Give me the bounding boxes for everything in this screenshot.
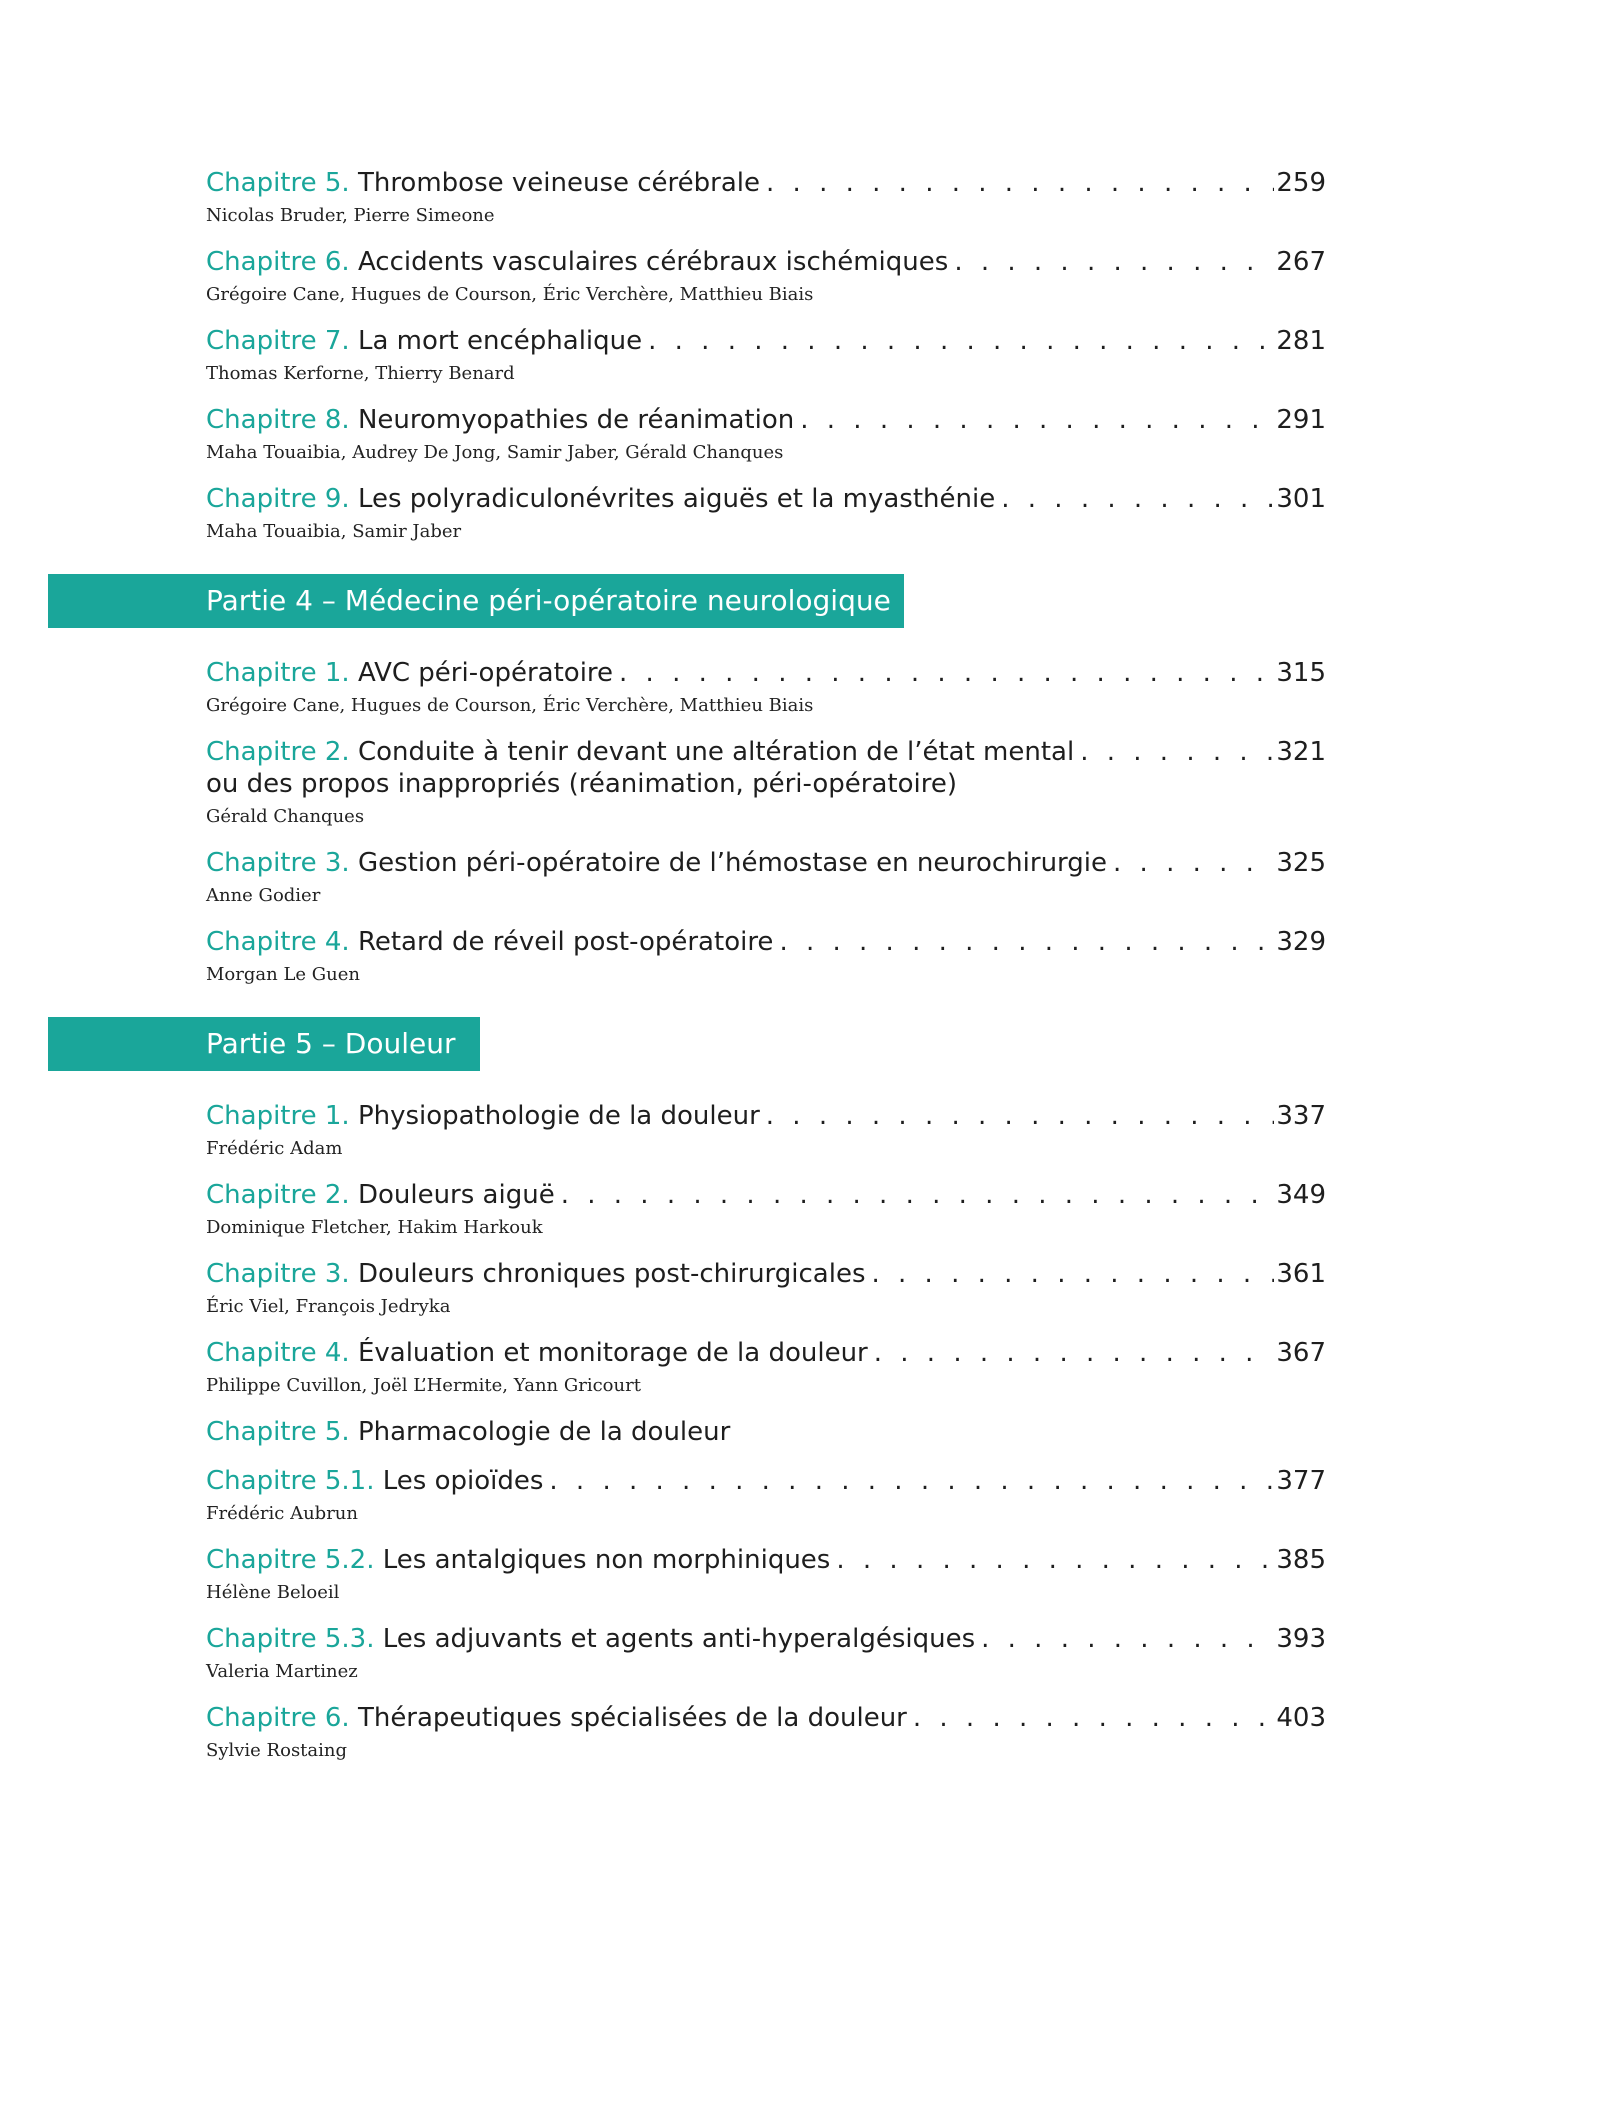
toc-entry-title-row [206, 656, 1326, 690]
chapter-title: Accidents vasculaires cérébraux ischémiques [357, 247, 949, 277]
page-number: 259 [1276, 168, 1326, 198]
chapter-title: Douleurs chroniques post-chirurgicales [357, 1259, 866, 1289]
chapter-title: Pharmacologie de la douleur [357, 1417, 731, 1447]
toc-entry[interactable] [206, 1099, 1326, 1163]
chapter-authors: Dominique Fletcher, Hakim Harkouk [206, 1217, 543, 1238]
chapter-authors: Gérald Chanques [206, 806, 365, 827]
chapter-number: Chapitre 5. [206, 1417, 350, 1447]
page-number: 291 [1276, 405, 1326, 435]
part-5-title: Partie 5 – Douleur [206, 1027, 456, 1060]
dot-leader [779, 925, 1274, 959]
chapter-authors: Nicolas Bruder, Pierre Simeone [206, 205, 495, 226]
part-4-title: Partie 4 – Médecine péri-opératoire neurologique [206, 584, 891, 617]
dot-leader [648, 324, 1274, 358]
toc-entry-title-row [206, 1415, 1326, 1449]
page-number: 301 [1276, 484, 1326, 514]
toc-entry[interactable] [206, 656, 1326, 720]
dot-leader [981, 1622, 1274, 1656]
part-4-header [48, 574, 904, 628]
chapter-number: Chapitre 2. [206, 1180, 350, 1210]
toc-entry[interactable] [206, 245, 1326, 309]
page-number: 267 [1276, 247, 1326, 277]
chapter-title: Les opioïdes [382, 1466, 544, 1496]
chapter-number: Chapitre 9. [206, 484, 350, 514]
dot-leader [836, 1543, 1274, 1577]
page-number: 393 [1276, 1624, 1326, 1654]
chapter-number: Chapitre 3. [206, 1259, 350, 1289]
toc-entry-title-row [206, 1701, 1326, 1735]
toc-entry-title-row [206, 403, 1326, 437]
page-number: 337 [1276, 1101, 1326, 1131]
chapter-number: Chapitre 4. [206, 1338, 350, 1368]
dot-leader [766, 1099, 1275, 1133]
dot-leader [561, 1178, 1275, 1212]
page-number: 403 [1276, 1703, 1326, 1733]
page-number: 385 [1276, 1545, 1326, 1575]
dot-leader [800, 403, 1274, 437]
chapter-title: Thrombose veineuse cérébrale [357, 168, 761, 198]
toc-entry[interactable] [206, 1178, 1326, 1242]
chapter-number: Chapitre 8. [206, 405, 350, 435]
chapter-authors: Éric Viel, François Jedryka [206, 1296, 451, 1317]
page-number: 377 [1276, 1466, 1326, 1496]
chapter-title: Les polyradiculonévrites aiguës et la myasthénie [357, 484, 996, 514]
page-number: 321 [1276, 737, 1326, 767]
chapter-title: Les antalgiques non morphiniques [382, 1545, 831, 1575]
dot-leader [1080, 735, 1274, 769]
chapter-number: Chapitre 5.3. [206, 1624, 375, 1654]
toc-entry[interactable] [206, 1464, 1326, 1528]
toc-entry-title-row [206, 925, 1326, 959]
toc-entry-title-row [206, 735, 1326, 769]
chapter-authors: Anne Godier [206, 885, 321, 906]
toc-entry[interactable] [206, 1257, 1326, 1321]
chapter-number: Chapitre 6. [206, 247, 350, 277]
dot-leader [619, 656, 1274, 690]
chapter-title: Douleurs aiguë [357, 1180, 555, 1210]
toc-entry-title-row [206, 1543, 1326, 1577]
toc-entry[interactable] [206, 735, 1326, 831]
dot-leader [954, 245, 1274, 279]
chapter-title: Conduite à tenir devant une altération de l’état mental [357, 737, 1075, 767]
page-number: 367 [1276, 1338, 1326, 1368]
toc-entry[interactable] [206, 1336, 1326, 1400]
toc-entry-title-row [206, 166, 1326, 200]
chapter-number: Chapitre 4. [206, 927, 350, 957]
chapter-number: Chapitre 7. [206, 326, 350, 356]
chapter-authors: Valeria Martinez [206, 1661, 358, 1682]
toc-entry[interactable] [206, 166, 1326, 230]
toc-entry-title-row [206, 1178, 1326, 1212]
chapter-title: Physiopathologie de la douleur [357, 1101, 760, 1131]
chapter-list-part3 [206, 166, 1326, 546]
chapter-authors: Maha Touaibia, Samir Jaber [206, 521, 462, 542]
chapter-number: Chapitre 1. [206, 1101, 350, 1131]
chapter-title-continuation: ou des propos inappropriés (réanimation, péri-opératoire) [206, 769, 957, 799]
page-number: 281 [1276, 326, 1326, 356]
toc-entry-title-row [206, 846, 1326, 880]
dot-leader [1001, 482, 1274, 516]
toc-entry[interactable] [206, 1415, 1326, 1449]
chapter-title: La mort encéphalique [357, 326, 643, 356]
chapter-authors: Thomas Kerforne, Thierry Benard [206, 363, 515, 384]
chapter-number: Chapitre 2. [206, 737, 350, 767]
chapter-authors: Hélène Beloeil [206, 1582, 340, 1603]
toc-entry-title-row [206, 324, 1326, 358]
chapter-title: Neuromyopathies de réanimation [357, 405, 795, 435]
chapter-title: Les adjuvants et agents anti-hyperalgésiques [382, 1624, 976, 1654]
part-5-header [48, 1017, 480, 1071]
chapter-number: Chapitre 5.2. [206, 1545, 375, 1575]
chapter-number: Chapitre 1. [206, 658, 350, 688]
toc-entry[interactable] [206, 846, 1326, 910]
chapter-authors: Sylvie Rostaing [206, 1740, 348, 1761]
toc-entry-title-row [206, 1257, 1326, 1291]
dot-leader [549, 1464, 1274, 1498]
chapter-list-part4 [206, 656, 1326, 989]
dot-leader [1113, 846, 1274, 880]
dot-leader [913, 1701, 1274, 1735]
toc-entry-title-row [206, 1099, 1326, 1133]
toc-entry[interactable] [206, 324, 1326, 388]
page-number: 315 [1276, 658, 1326, 688]
page-number: 325 [1276, 848, 1326, 878]
toc-entry[interactable] [206, 1701, 1326, 1765]
chapter-authors: Grégoire Cane, Hugues de Courson, Éric Verchère, Matthieu Biais [206, 284, 814, 305]
dot-leader [874, 1336, 1275, 1370]
dot-leader [766, 166, 1274, 200]
page-number: 361 [1276, 1259, 1326, 1289]
chapter-number: Chapitre 3. [206, 848, 350, 878]
chapter-title: Évaluation et monitorage de la douleur [357, 1338, 868, 1368]
chapter-title: AVC péri-opératoire [357, 658, 614, 688]
chapter-authors: Grégoire Cane, Hugues de Courson, Éric Verchère, Matthieu Biais [206, 695, 814, 716]
chapter-authors: Maha Touaibia, Audrey De Jong, Samir Jaber, Gérald Chanques [206, 442, 784, 463]
chapter-title: Thérapeutiques spécialisées de la douleur [357, 1703, 907, 1733]
chapter-number: Chapitre 5. [206, 168, 350, 198]
toc-entry[interactable] [206, 403, 1326, 467]
chapter-number: Chapitre 5.1. [206, 1466, 375, 1496]
page-number: 349 [1276, 1180, 1326, 1210]
page-number: 329 [1276, 927, 1326, 957]
toc-entry[interactable] [206, 925, 1326, 989]
dot-leader [872, 1257, 1275, 1291]
chapter-list-part5 [206, 1099, 1326, 1765]
chapter-title: Retard de réveil post-opératoire [357, 927, 774, 957]
toc-entry[interactable] [206, 482, 1326, 546]
chapter-authors: Philippe Cuvillon, Joël L’Hermite, Yann Gricourt [206, 1375, 641, 1396]
chapter-number: Chapitre 6. [206, 1703, 350, 1733]
toc-entry[interactable] [206, 1543, 1326, 1607]
table-of-contents [206, 166, 1326, 1780]
chapter-authors: Frédéric Adam [206, 1138, 343, 1159]
toc-entry[interactable] [206, 1622, 1326, 1686]
toc-entry-title-row [206, 245, 1326, 279]
chapter-authors: Frédéric Aubrun [206, 1503, 358, 1524]
toc-entry-title-row [206, 1622, 1326, 1656]
chapter-title: Gestion péri-opératoire de l’hémostase en neurochirurgie [357, 848, 1108, 878]
toc-entry-title-row [206, 1464, 1326, 1498]
toc-entry-title-row [206, 1336, 1326, 1370]
toc-entry-title-row [206, 482, 1326, 516]
chapter-authors: Morgan Le Guen [206, 964, 360, 985]
